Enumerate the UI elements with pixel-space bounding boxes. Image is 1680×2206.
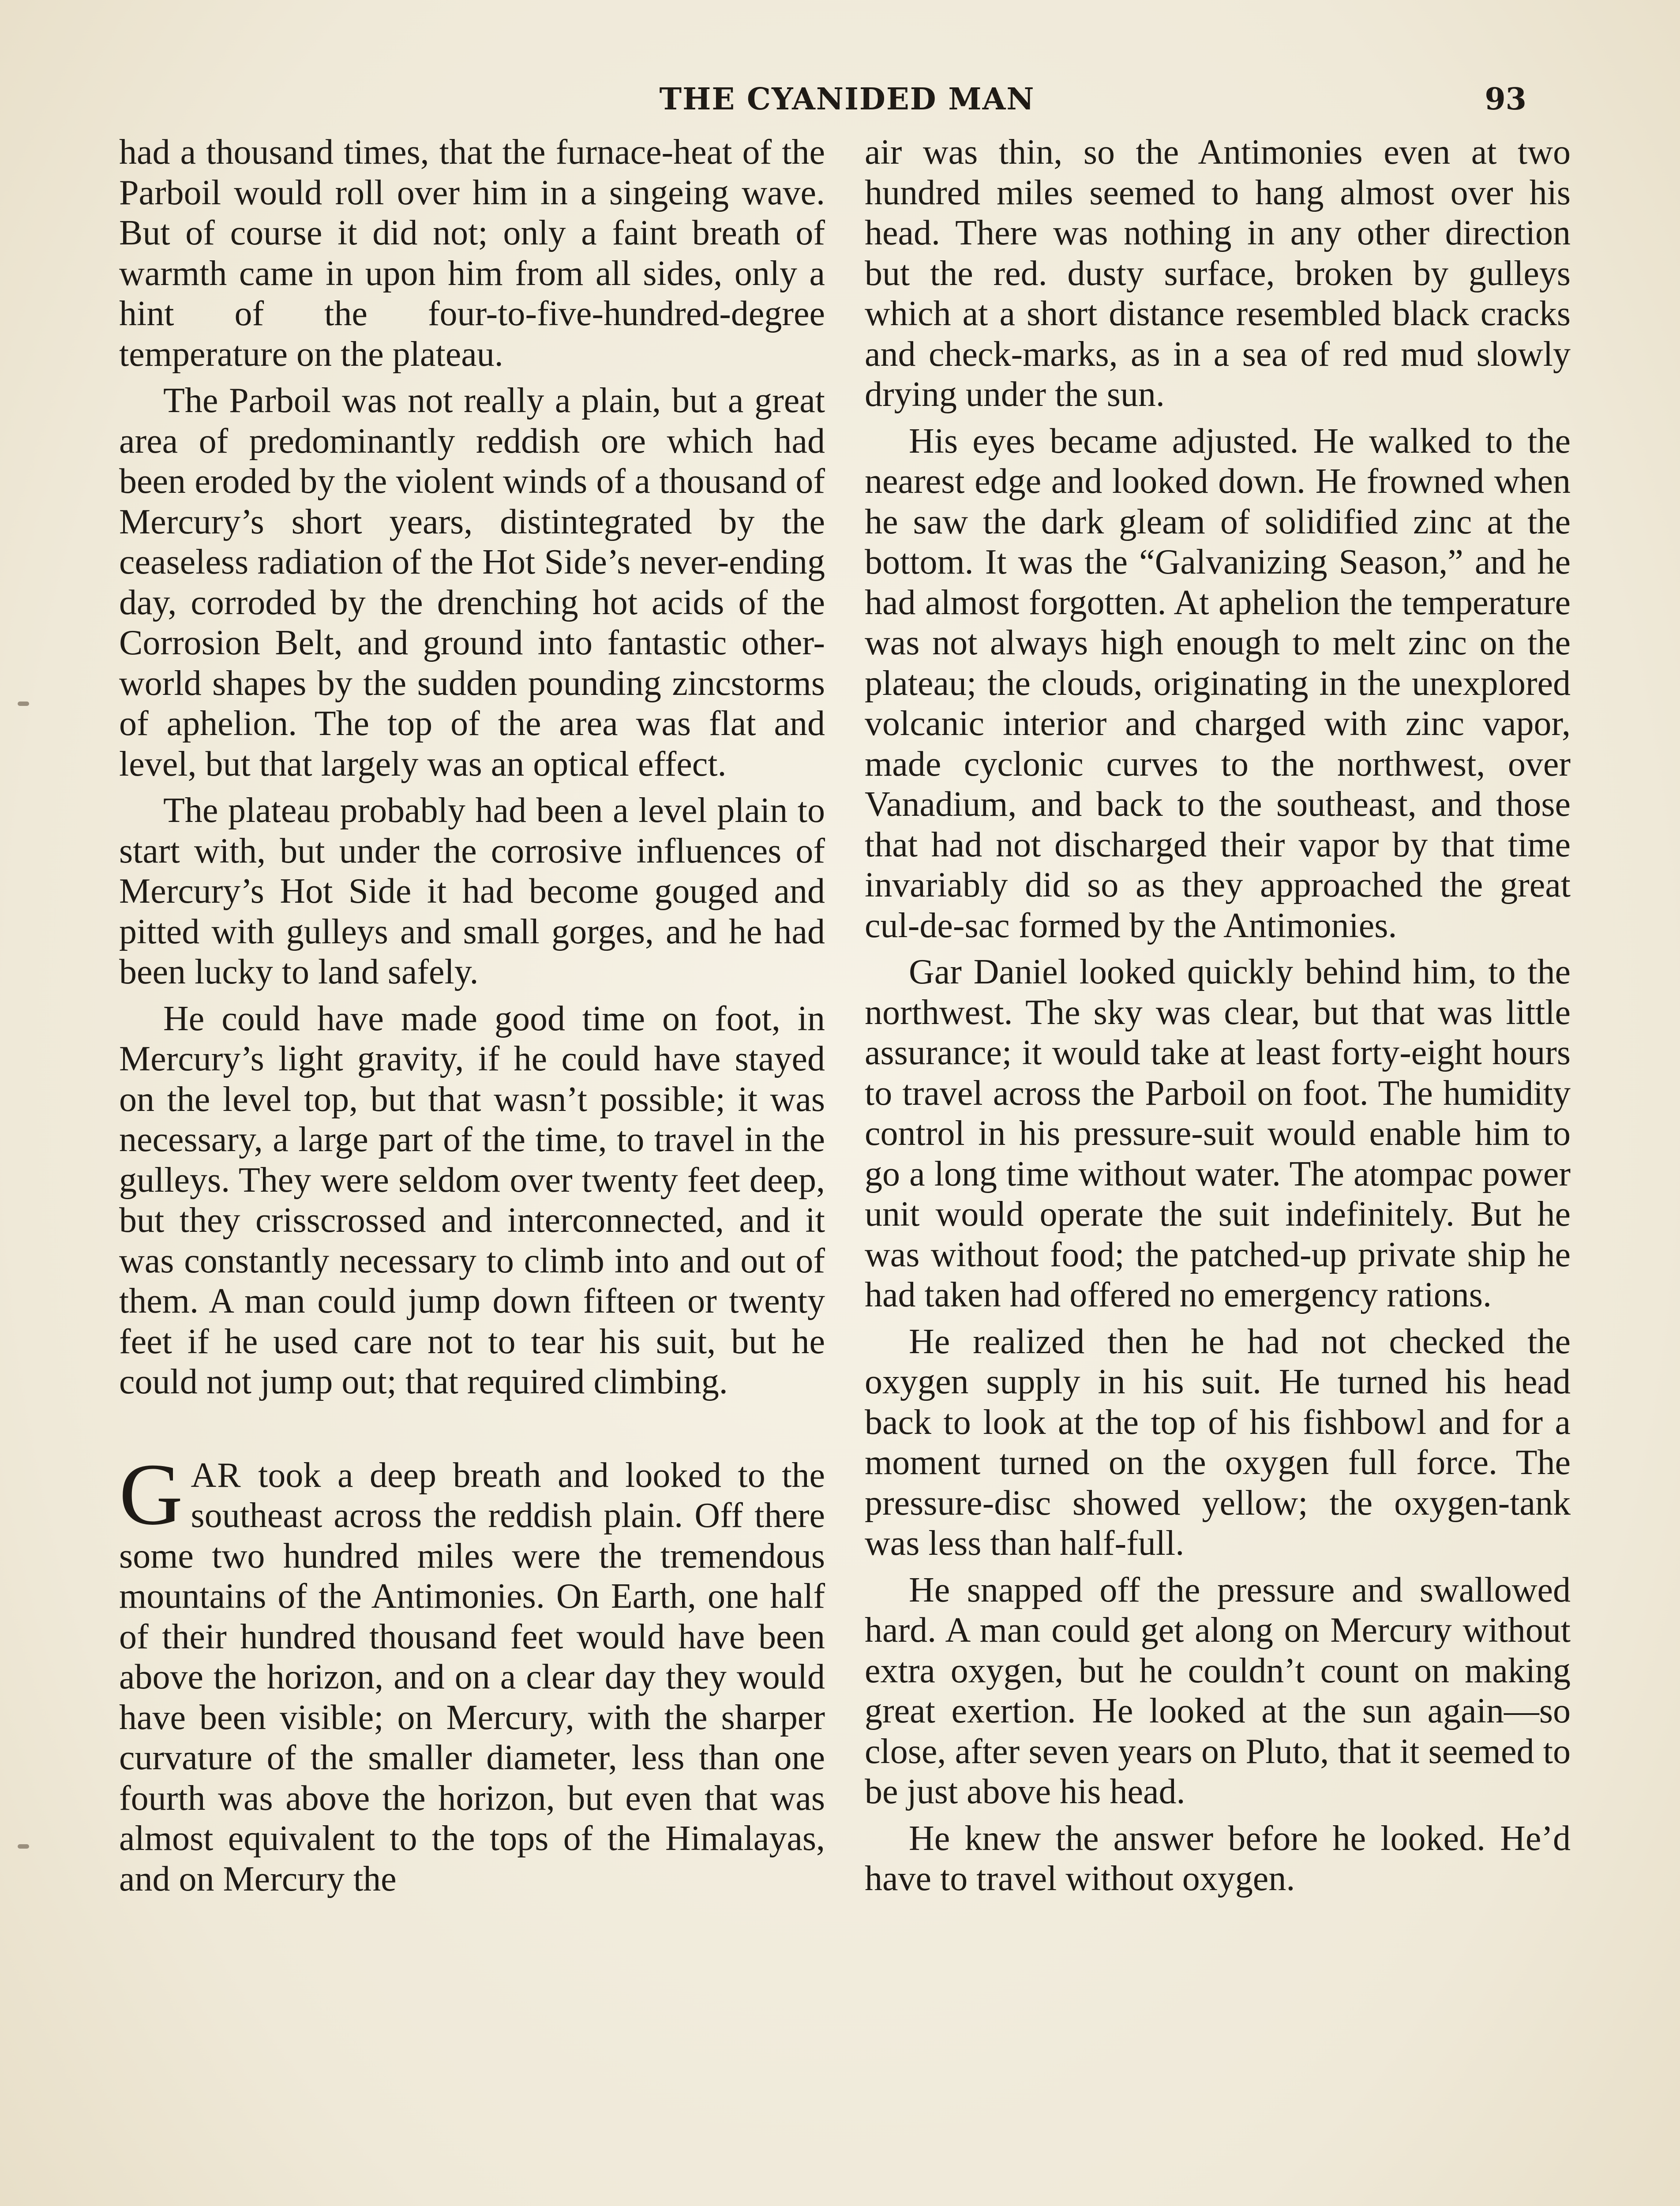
small-caps-lead: AR bbox=[191, 1456, 242, 1495]
paragraph: He snapped off the pressure and swallowed hard. A man could get along on Mercury without extra oxygen, but he couldn’t count on making great exertion. He looked at the sun again—so close, after seven years on Pluto, that it seemed to be just above his head. bbox=[865, 1570, 1571, 1811]
margin-mark bbox=[18, 702, 29, 706]
page-header bbox=[119, 82, 1575, 130]
paragraph: Gar Daniel looked quickly behind him, to the northwest. The sky was clear, but that was little assurance; it would take at least forty-eight hours to travel across the Parboil on foot. The humidity control in his pressure-suit would enable him to go a long time without water. The atompac power unit would operate the suit indefinitely. But he was without food; the patched-up private ship he had taken had offered no emergency rations. bbox=[865, 953, 1571, 1314]
running-title: THE CYANIDED MAN bbox=[659, 82, 1035, 117]
drop-cap: G bbox=[119, 1445, 183, 1543]
right-column bbox=[865, 132, 1571, 1899]
paragraph: The plateau probably had been a level plain to start with, but under the corrosive influences of Mercury’s Hot Side it had become gouged and pitted with gulleys and small gorges, and he had been lucky to land safely. bbox=[119, 791, 825, 991]
paragraph: He could have made good time on foot, in Mercury’s light gravity, if he could have stayed on the level top, but that wasn’t possible; it was necessary, a large part of the time, to travel in the gulleys. They were seldom over twenty feet deep, but they crisscrossed and interconnected, and it was constantly necessary to climb into and out of them. A man could jump down fifteen or twenty feet if he used care not to tear his suit, but he could not jump out; that required climbing. bbox=[119, 999, 825, 1401]
page-number: 93 bbox=[1485, 82, 1526, 117]
paragraph-text: took a deep breath and looked to the southeast across the reddish plain. Off there some two hundred miles were the tremendous mountains of the Antimonies. On Earth, one half of their hundred thousand feet would have been above the horizon, and on a clear day they would have been visible; on Mercury, with the sharper curvature of the smaller diameter, less than one fourth was above the horizon, but even that was almost equivalent to the tops of the Himalayas, and on Mercury the bbox=[119, 1456, 825, 1898]
paragraph: The Parboil was not really a plain, but a great area of predominantly reddish ore which had been eroded by the violent winds of a thousand of Mercury’s short years, distintegrated by the ceaseless radiation of the Hot Side’s never-ending day, corroded by the drenching hot acids of the Corrosion Belt, and ground into fantastic other-world shapes by the sudden pounding zincstorms of aphelion. The top of the area was flat and level, but that largely was an optical effect. bbox=[119, 381, 825, 784]
paragraph: His eyes became adjusted. He walked to the nearest edge and looked down. He frowned when he saw the dark gleam of solidified zinc at the bottom. It was the “Galvanizing Season,” and he had almost forgotten. At aphelion the temperature was not always high enough to melt zinc on the plateau; the clouds, originating in the unexplored volcanic interior and charged with zinc vapor, made cyclonic curves to the northwest, over Vanadium, and back to the southeast, and those that had not discharged their vapor by that time invariably did so as they approached the great cul-de-sac formed by the Antimonies. bbox=[865, 421, 1571, 945]
section-paragraph bbox=[119, 1445, 825, 1900]
paragraph: had a thousand times, that the furnace-heat of the Parboil would roll over him in a singeing wave. But of course it did not; only a faint breath of warmth came in upon him from all sides, only a hint of the four-to-five-hundred-degree temperature on the plateau. bbox=[119, 133, 825, 374]
left-column bbox=[119, 132, 825, 1899]
paragraph: He knew the answer before he looked. He’d have to travel without oxygen. bbox=[865, 1819, 1571, 1898]
paragraph: He realized then he had not checked the oxygen supply in his suit. He turned his head back to look at the top of his fishbowl and for a moment turned on the oxygen full force. The pressure-disc showed yellow; the oxygen-tank was less than half-full. bbox=[865, 1322, 1571, 1563]
paragraph: air was thin, so the Antimonies even at two hundred miles seemed to hang almost over his head. There was nothing in any other direction but the red. dusty surface, broken by gulleys which at a short distance resembled black cracks and check-marks, as in a sea of red mud slowly drying under the sun. bbox=[865, 133, 1571, 414]
margin-mark bbox=[18, 1844, 29, 1849]
